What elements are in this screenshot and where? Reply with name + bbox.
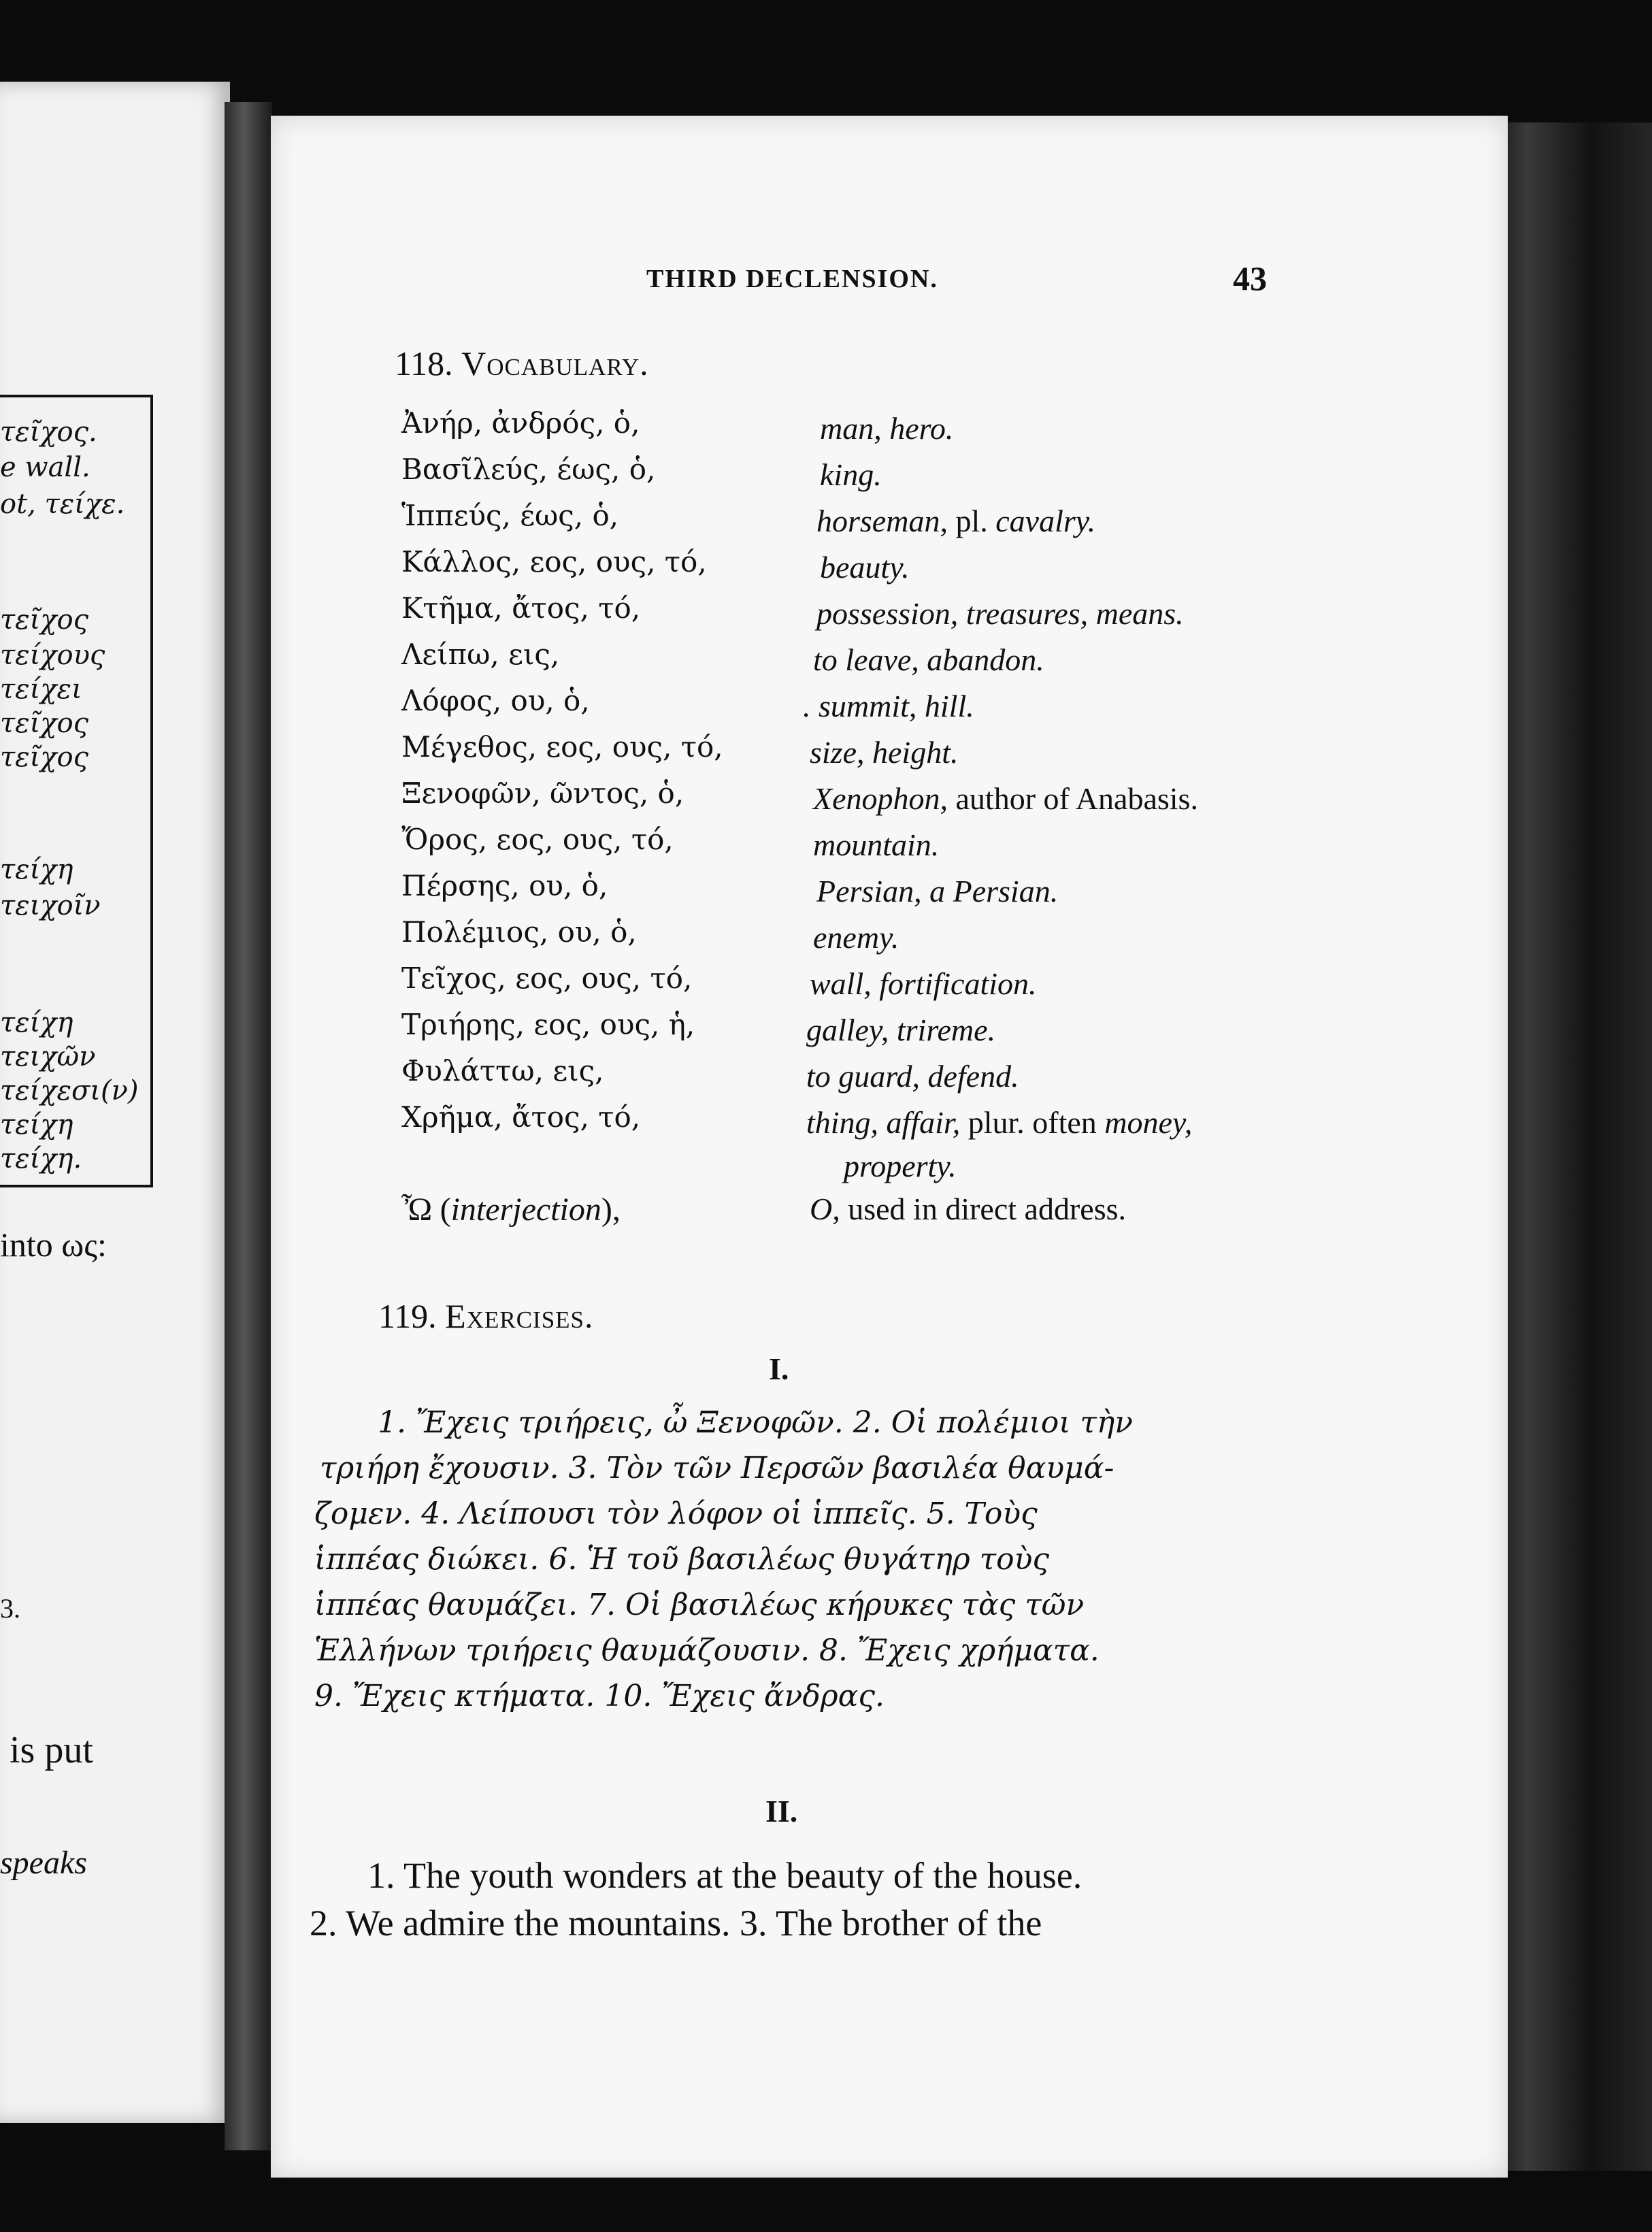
left-fragment: τείχους xyxy=(0,640,105,671)
vocab-greek-part: ), xyxy=(601,1192,621,1228)
exercise-line: 1. Ἔχεις τριήρεις, ὦ Ξενοφῶν. 2. Οἱ πολέμιοι τὴν xyxy=(378,1405,1133,1440)
section-number: 119. xyxy=(378,1297,437,1335)
left-fragment: e wall. xyxy=(0,452,90,483)
left-fragment: τεῖχος xyxy=(0,742,88,773)
section-number: 118. xyxy=(395,344,453,382)
vocab-english-part: thing, affair, xyxy=(806,1105,961,1140)
left-fragment: τεῖχος xyxy=(0,708,88,739)
vocab-english-part: plur. often xyxy=(960,1105,1105,1140)
vocab-greek: Τεῖχος, εος, ους, τό, xyxy=(401,962,693,995)
running-head: THIRD DECLENSION. xyxy=(646,265,938,293)
left-fragment: τείχη xyxy=(0,1007,73,1038)
vocab-greek: Πολέμιος, ου, ὁ, xyxy=(401,915,637,949)
vocab-greek: Ἱππεύς, έως, ὁ, xyxy=(401,499,619,532)
vocab-english: to guard, defend. xyxy=(806,1059,1019,1094)
page-edge xyxy=(1497,122,1652,2171)
exercise-line: Ἑλλήνων τριήρεις θαυμάζουσιν. 8. Ἔχεις χρήματα. xyxy=(314,1633,1100,1668)
exercise-part-2-label: II. xyxy=(765,1794,798,1828)
section-title: Vocabulary. xyxy=(461,344,649,382)
vocab-english: enemy. xyxy=(813,920,899,955)
vocab-greek: Ἀνήρ, ἀνδρός, ὁ, xyxy=(401,406,640,440)
left-fragment: τεῖχος xyxy=(0,604,88,636)
exercise-line: τριήρη ἔχουσιν. 3. Τὸν τῶν Περσῶν βασιλέα θαυμά- xyxy=(320,1451,1114,1486)
vocab-greek: Μέγεθος, εος, ους, τό, xyxy=(401,730,723,764)
vocab-greek: Τριήρης, εος, ους, ἡ, xyxy=(401,1008,695,1041)
vocab-english-part: pl. xyxy=(947,504,996,538)
left-fragment: 3. xyxy=(0,1593,20,1624)
vocab-greek: Πέρσης, ου, ὁ, xyxy=(401,869,608,902)
exercise-line: ἱππέας θαυμάζει. 7. Οἱ βασιλέως κήρυκες τὰς τῶν xyxy=(314,1588,1085,1622)
left-fragment: τείχη xyxy=(0,1109,73,1140)
vocab-english xyxy=(810,1191,1126,1227)
exercise-part-1-label: I. xyxy=(769,1351,789,1386)
vocab-greek-part: Ὦ ( xyxy=(401,1192,451,1228)
left-fragment: into ως: xyxy=(0,1226,107,1264)
vocab-english: . summit, hill. xyxy=(803,689,974,723)
left-fragment: τεῖχος. xyxy=(0,416,97,448)
vocab-english: man, hero. xyxy=(820,411,954,446)
exercise-line: ζομεν. 4. Λείπουσι τὸν λόφον οἱ ἱππεῖς. 5. Τοὺς xyxy=(314,1496,1038,1531)
vocab-english: galley, trireme. xyxy=(806,1013,996,1047)
vocab-english xyxy=(816,503,1095,539)
vocab-english xyxy=(806,1104,1192,1140)
vocab-english: possession, treasures, means. xyxy=(816,596,1184,631)
exercise-line: 1. The youth wonders at the beauty of the house. xyxy=(367,1855,1083,1896)
vocab-greek-part: interjection xyxy=(450,1192,601,1228)
section-title: Exercises. xyxy=(445,1297,594,1335)
left-fragment: is put xyxy=(10,1729,93,1771)
vocab-greek: Ὄρος, εος, ους, τό, xyxy=(401,823,674,856)
vocab-english: size, height. xyxy=(810,735,959,770)
vocab-english: king. xyxy=(820,457,882,492)
vocab-english-part: cavalry. xyxy=(995,504,1096,538)
vocab-english-part: used in direct address. xyxy=(840,1192,1127,1226)
left-fragment: τειχοῖν xyxy=(0,890,101,921)
vocab-greek: Χρῆμα, ἄτος, τό, xyxy=(401,1100,641,1134)
vocab-greek: Κάλλος, εος, ους, τό, xyxy=(401,545,707,578)
vocab-greek: Φυλάττω, εις, xyxy=(401,1054,604,1087)
page-number: 43 xyxy=(1233,259,1267,297)
exercises-heading xyxy=(378,1296,594,1336)
left-fragment: τειχῶν xyxy=(0,1041,96,1072)
vocab-greek-interjection xyxy=(401,1191,621,1228)
left-fragment: τείχη xyxy=(0,854,73,885)
vocab-greek: Ξενοφῶν, ῶντος, ὁ, xyxy=(401,776,684,810)
vocab-english: property. xyxy=(844,1149,957,1183)
vocab-english-part: Xenophon, xyxy=(813,781,948,816)
vocab-english-part: O, xyxy=(810,1192,840,1226)
vocab-greek: Λείπω, εις, xyxy=(401,638,560,671)
left-fragment: ot, τείχε. xyxy=(0,489,125,520)
exercise-line: 2. We admire the mountains. 3. The brother of the xyxy=(310,1903,1042,1943)
vocab-english: to leave, abandon. xyxy=(813,642,1044,677)
vocab-english: wall, fortification. xyxy=(810,966,1037,1001)
exercise-line: 9. Ἔχεις κτήματα. 10. Ἔχεις ἄνδρας. xyxy=(314,1679,885,1713)
vocab-english: beauty. xyxy=(820,550,910,585)
vocab-english: Persian, a Persian. xyxy=(816,874,1059,908)
vocab-english-part: author of Anabasis. xyxy=(948,781,1198,816)
book-gutter xyxy=(225,102,272,2150)
vocab-english: mountain. xyxy=(813,827,940,862)
vocab-greek: Κτῆμα, ἄτος, τό, xyxy=(401,591,641,625)
left-fragment: τείχη. xyxy=(0,1143,82,1175)
vocab-greek: Βασῖλεύς, έως, ὁ, xyxy=(401,453,656,486)
vocabulary-heading xyxy=(395,344,649,383)
vocab-english-part: horseman, xyxy=(816,504,948,538)
left-fragment: speaks xyxy=(0,1845,87,1881)
vocab-english xyxy=(813,781,1198,817)
left-fragment: τείχεσι(ν) xyxy=(0,1075,139,1106)
vocab-english-part: money, xyxy=(1104,1105,1193,1140)
exercise-line: ἱππέας διώκει. 6. Ἡ τοῦ βασιλέως θυγάτηρ τοὺς xyxy=(314,1542,1049,1577)
vocab-greek: Λόφος, ου, ὁ, xyxy=(401,684,590,717)
left-fragment: τείχει xyxy=(0,674,82,705)
